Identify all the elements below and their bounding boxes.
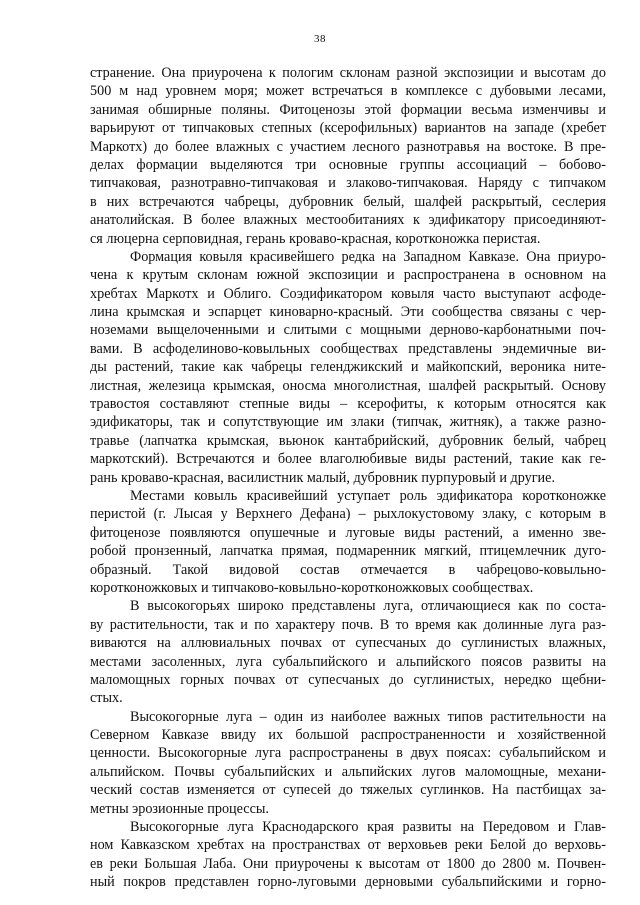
text-line: ноземами выщелоченными и слитыми с мощными дерново-карбонатными поч- [90, 322, 606, 339]
text-line: виваются на аллювиальных почвах от супесчаных до суглинистых влажных, [90, 635, 606, 652]
text-line: занимая обширные поляны. Фитоценозы этой формации весьма изменчивы и [90, 101, 606, 118]
paragraph [90, 487, 606, 597]
text-line: хребтах Маркотх и Облиго. Соэдификатором ковыля часто выступают асфоде- [90, 285, 606, 302]
text-line: типчаковая, разнотравно-типчаковая и злаково-типчаковая. Наряду с типчаком [90, 175, 606, 192]
text-line: лина крымская и эспарцет киноварно-красный. Эти сообщества связаны с чер- [90, 304, 606, 321]
text-line: ву растительности, так и по характеру почв. В то время как долинные луга раз- [90, 616, 606, 633]
text-line: перистой (г. Лысая у Верхнего Дефана) – рыхлокустовому злаку, с которым в [90, 506, 606, 523]
text-line: Северном Кавказе ввиду их большой распространенности и хозяйственной [90, 727, 606, 744]
text-line: ном Кавказском хребтах на пространствах от верховьев реки Белой до верховь- [90, 837, 606, 854]
text-line: маломощных горных почвах от супесчаных до суглинистых, нередко щебни- [90, 671, 606, 688]
text-line: анатолийская. В более влажных местообитаниях к эдификатору присоединяют- [90, 212, 606, 229]
text-line: маркотский). Встречаются и более влаголюбивые виды растений, такие как ге- [90, 451, 606, 468]
text-line: странение. Она приурочена к пологим склонам разной экспозиции и высотам до [90, 65, 606, 81]
paragraph [90, 818, 606, 892]
text-line: ся люцерна серповидная, герань кроваво-красная, коротконожка перистая. [90, 230, 541, 247]
text-line: варьируют от типчаковых степных (ксерофильных) вариантов на западе (хребет [90, 120, 606, 137]
text-line: альпийском. Почвы субальпийских и альпийских лугов маломощные, механи- [90, 763, 606, 780]
text-line: коротконожковых и типчаково-ковыльно-коротконожковых сообществах. [90, 579, 534, 596]
text-line: местами засоленных, луга субальпийского и альпийского поясов развиты на [90, 653, 606, 670]
text-line: делах формации выделяются три основные группы ассоциаций – бобово- [90, 156, 606, 173]
text-line: рань кроваво-красная, василистник малый, дубровник пурпуровый и другие. [90, 469, 555, 486]
text-line: чена к крутым склонам южной экспозиции и распространена в основном на [90, 267, 606, 284]
text-line: метны эрозионные процессы. [90, 800, 269, 817]
paragraph [90, 64, 606, 248]
text-line: травье (лапчатка крымская, вьюнок кантабрийский, дубровник белый, чабрец [90, 432, 606, 449]
text-line: ценности. Высокогорные луга распространены в двух поясах: субальпийском и [90, 745, 606, 762]
text-line: ческий состав изменяется от супесей до тяжелых суглинков. На пастбищах за- [90, 782, 606, 799]
text-line: Высокогорные луга Краснодарского края развиты на Передовом и Глав- [130, 819, 606, 836]
text-line: Высокогорные луга – один из наиболее важных типов растительности на [130, 708, 606, 725]
paragraph [90, 708, 606, 818]
text-line: стых. [90, 690, 123, 707]
paragraph [90, 597, 606, 707]
text-line: Местами ковыль красивейший уступает роль эдификатора коротконожке [130, 487, 606, 504]
text-line: ный покров представлен горно-луговыми дерновыми субальпийскими и горно- [90, 874, 606, 891]
body-text [90, 64, 606, 892]
text-line: робой пронзенный, лапчатка прямая, подмаренник мягкий, птицемлечник дуго- [90, 543, 606, 560]
text-line: Маркотх) до более влажных с участием лесного разнотравья на востоке. В пре- [90, 138, 606, 155]
text-line: ев реки Большая Лаба. Они приурочены к высотам от 1800 до 2800 м. Почвен- [90, 855, 606, 872]
text-line: фитоценозе появляются опушечные и луговые виды растений, а именно зве- [90, 524, 606, 541]
text-line: травостоя составляют степные виды – ксерофиты, к которым относятся как [90, 396, 606, 413]
text-line: в них встречаются чабрецы, дубровник белый, шалфей раскрытый, сеслерия [90, 193, 606, 210]
page-number: 38 [314, 33, 326, 45]
text-line: ды растений, такие как чабрецы геленджикский и майкопский, вероника ните- [90, 359, 606, 376]
text-line: образный. Такой видовой состав отмечается в чабрецово-ковыльно- [90, 561, 606, 578]
text-line: эдификаторы, так и сопутствующие им злаки (типчак, житняк), а также разно- [90, 414, 606, 431]
text-line: листная, железица крымская, оносма многолистная, шалфей раскрытый. Основу [90, 377, 606, 394]
text-line: вами. В асфоделиново-ковыльных сообществах представлены эндемичные ви- [90, 340, 606, 357]
text-line: В высокогорьях широко представлены луга, отличающиеся как по соста- [130, 598, 606, 615]
paragraph [90, 248, 606, 487]
text-line: Формация ковыля красивейшего редка на Западном Кавказе. Она приуро- [130, 248, 606, 265]
text-line: 500 м над уровнем моря; может встречаться в комплексе с дубовыми лесами, [90, 83, 606, 100]
